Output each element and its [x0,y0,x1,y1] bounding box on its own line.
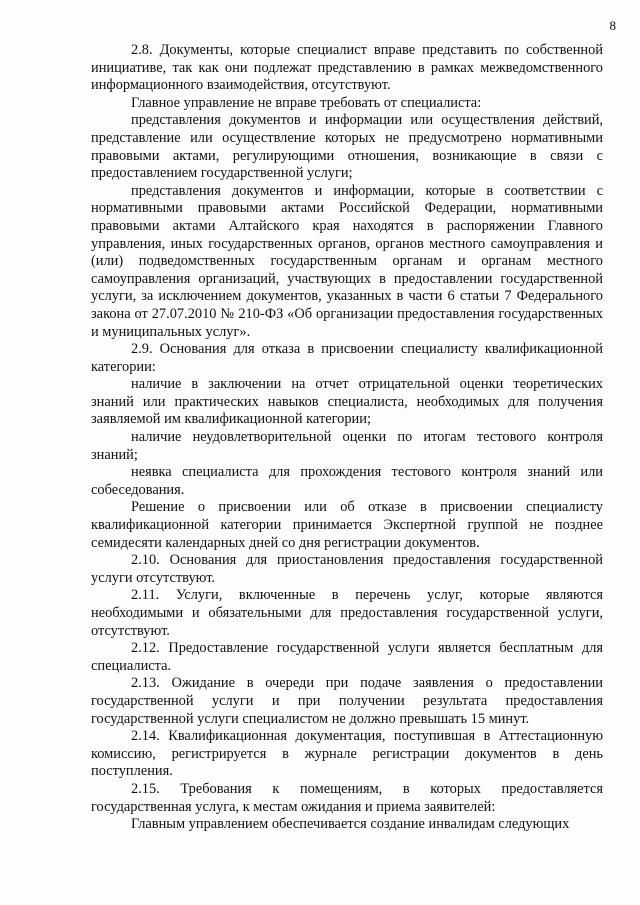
paragraph: 2.9. Основания для отказа в присвоении специалисту квалификационной категории: [91,341,603,375]
paragraph: 2.8. Документы, которые специалист вправе представить по собственной инициативе, так как они подлежат представлению в рамках межведомственного информационного взаимодействия, отсутствуют. [91,42,603,94]
paragraph: 2.11. Услуги, включенные в перечень услуг, которые являются необходимыми и обязательными для предоставления государственной услуги, отсутствуют. [91,587,603,639]
paragraph: наличие в заключении на отчет отрицательной оценки теоретических знаний или практических навыков специалиста, необходимых для получения заявляемой им квалификационной категории; [91,376,603,428]
page-number: 8 [609,18,616,33]
body-text [91,42,603,834]
paragraph: 2.12. Предоставление государственной услуги является бесплатным для специалиста. [91,640,603,674]
paragraph: представления документов и информации, которые в соответствии с нормативными правовыми актами Российской Федерации, нормативными правовыми актами Алтайского края находятся в распоряжении Главного управления, иных государственных органов, органов местного самоуправления и (или) подведомственных государственным органам и органам местного самоуправления организаций, участвующих в предоставлении государственной услуги, за исключением документов, указанных в части 6 статьи 7 Федерального закона от 27.07.2010 № 210-ФЗ «Об организации предоставления государственных и муниципальных услуг». [91,182,603,340]
paragraph: 2.15. Требования к помещениям, в которых предоставляется государственная услуга, к местам ожидания и приема заявителей: [91,780,603,815]
paragraph: Главное управление не вправе требовать от специалиста: [131,94,482,111]
paragraph: наличие неудовлетворительной оценки по итогам тестового контроля знаний; [91,429,603,463]
paragraph: Решение о присвоении или об отказе в присвоении специалисту квалификационной категории принимается Экспертной группой не позднее семидесяти календарных дней со дня регистрации документов. [91,499,603,551]
paragraph: 2.13. Ожидание в очереди при подаче заявления о предоставлении государственной услуги и при получении результата предоставления государственной услуги специалистом не должно превышать 15 минут. [91,675,603,727]
paragraph: Главным управлением обеспечивается создание инвалидам следующих [131,816,570,833]
paragraph: 2.10. Основания для приостановления предоставления государственной услуги отсутствуют. [91,552,603,586]
paragraph: представления документов и информации или осуществления действий, представление или осуществление которых не предусмотрено нормативными правовыми актами, регулирующими отношения, возникающие в связи с предоставлением государственной услуги; [91,112,603,182]
paragraph: неявка специалиста для прохождения тестового контроля знаний или собеседования. [91,464,603,498]
paragraph: 2.14. Квалификационная документация, поступившая в Аттестационную комиссию, регистрируется в журнале регистрации документов в день поступления. [91,728,603,780]
